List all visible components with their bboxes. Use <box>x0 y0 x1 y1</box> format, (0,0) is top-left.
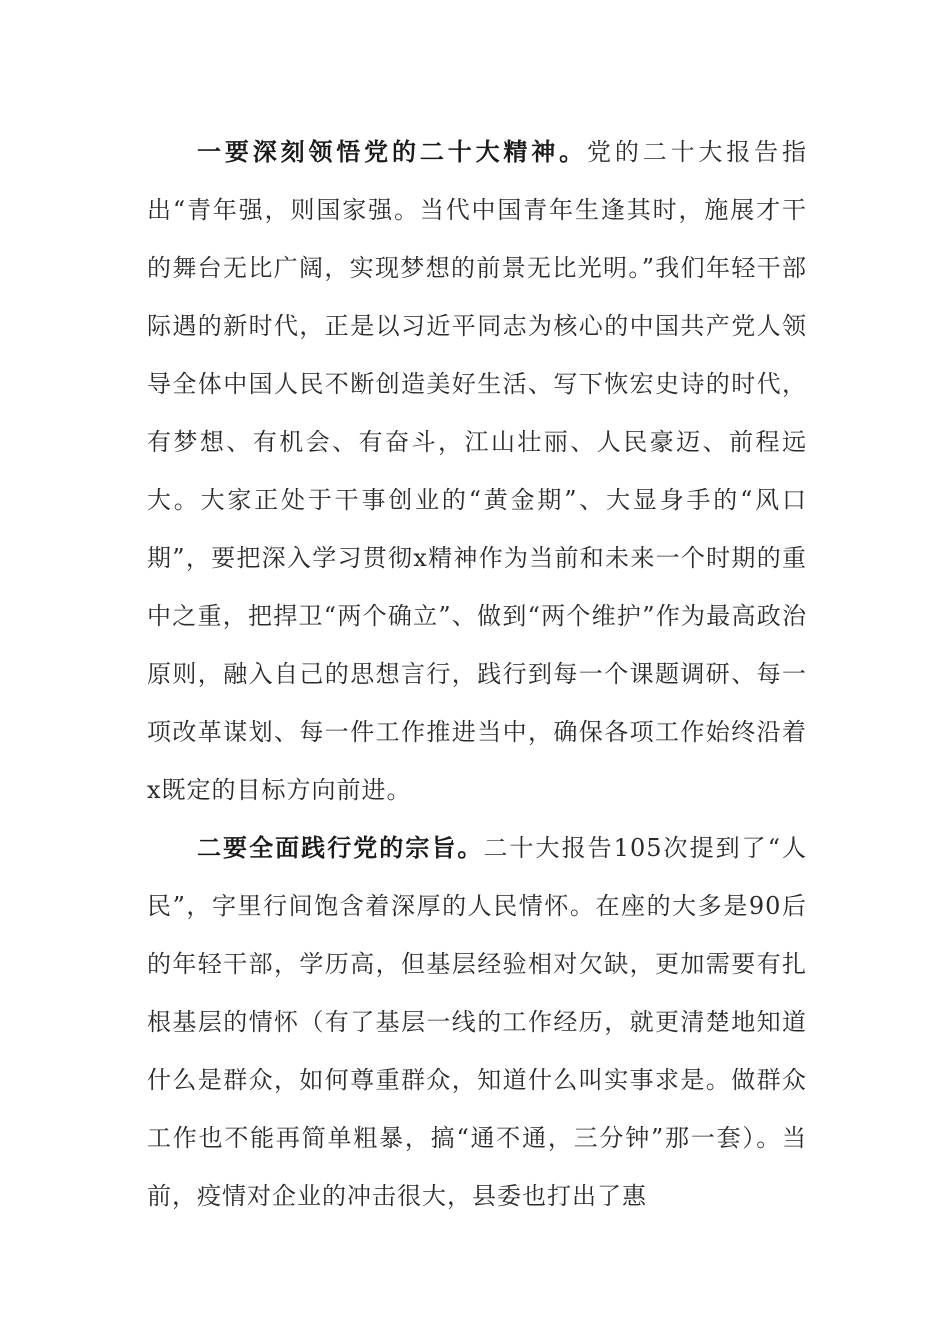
paragraph-2 <box>147 819 807 1225</box>
paragraph-2-lead: 二要全面践行党的宗旨。 <box>197 833 484 862</box>
paragraph-1-lead: 一要深刻领悟党的二十大精神。 <box>197 137 587 166</box>
document-body <box>147 123 807 1225</box>
paragraph-1-body: 党的二十大报告指出“青年强，则国家强。当代中国青年生逢其时，施展才干的舞台无比广阔，实现梦想的前景无比光明。”我们年轻干部际遇的新时代，正是以习近平同志为核心的中国共产党人领导全体中国人民不断创造美好生活、写下恢宏史诗的时代，有梦想、有机会、有奋斗，江山壮丽、人民豪迈、前程远大。大家正处于干事创业的“黄金期”、大显身手的“风口期”，要把深入学习贯彻x精神作为当前和未来一个时期的重中之重，把捍卫“两个确立”、做到“两个维护”作为最高政治原则，融入自己的思想言行，践行到每一个课题调研、每一项改革谋划、每一件工作推进当中，确保各项工作始终沿着x既定的目标方向前进。 <box>147 138 807 804</box>
paragraph-2-body: 二十大报告105次提到了“人民”，字里行间饱含着深厚的人民情怀。在座的大多是90后的年轻干部，学历高，但基层经验相对欠缺，更加需要有扎根基层的情怀（有了基层一线的工作经历，就更清楚地知道什么是群众，如何尊重群众，知道什么叫实事求是。做群众工作也不能再简单粗暴，搞“通不通，三分钟”那一套）。当前，疫情对企业的冲击很大，县委也打出了惠 <box>147 834 808 1210</box>
paragraph-1 <box>147 123 807 819</box>
